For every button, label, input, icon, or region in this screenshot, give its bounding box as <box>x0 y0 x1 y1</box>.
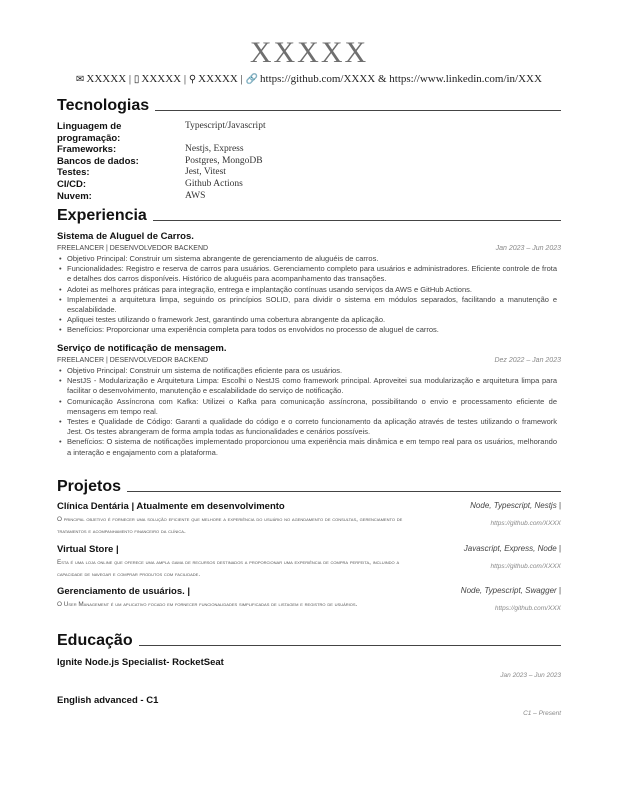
education-item <box>57 695 561 717</box>
job-meta <box>57 245 561 252</box>
section-projects-header <box>57 478 561 496</box>
project-link[interactable]: https://github.com/XXXX <box>490 563 561 570</box>
resume-page <box>57 0 561 800</box>
separator: | <box>240 73 246 85</box>
project-description: Esta é uma loja online que oferece uma ampla gama de recursos destinados a proporcionar uma experiência de compra perfeita, incluindo a capacidade de navegar e comprar produtos com facilidade. <box>57 559 400 578</box>
project-description: O principal objetivo é fornecer uma solução eficiente que melhore a experiência do usuário no agendamento de consultas, gerenciamento de tratamentos e acompanhamento financeiro da clínica. <box>57 516 403 535</box>
tech-label: Nuvem: <box>57 190 92 202</box>
separator: | <box>183 73 189 85</box>
project-item <box>57 501 561 538</box>
job-date: Dez 2022 – Jan 2023 <box>494 357 561 364</box>
project-title: Gerenciamento de usuários. | <box>57 586 191 597</box>
project-title: Virtual Store | <box>57 544 119 555</box>
tech-value: Postgres, MongoDB <box>185 155 263 166</box>
job-title: Sistema de Aluguel de Carros. <box>57 231 194 242</box>
tech-label: CI/CD: <box>57 178 87 190</box>
section-experience-header <box>57 207 561 225</box>
job-role: FREELANCER | DESENVOLVEDOR BACKEND <box>57 245 209 252</box>
section-title: Projetos <box>57 478 122 495</box>
section-technologies-header <box>57 97 561 115</box>
tech-value: Typescript/Javascript <box>185 121 266 131</box>
job-bullets <box>57 254 557 336</box>
tech-row <box>57 121 266 144</box>
section-title: Educação <box>57 632 133 649</box>
link-icon: 🔗 <box>245 74 259 85</box>
contact-location: XXXXX <box>198 73 238 85</box>
contact-phone: XXXXX <box>141 73 182 85</box>
contact-links[interactable]: https://github.com/XXXX & https://www.linkedin.com/in/XXX <box>260 73 542 85</box>
education-title: Ignite Node.js Specialist- RocketSeat <box>57 657 224 668</box>
project-title: Clínica Dentária | Atualmente em desenvolvimento <box>57 501 285 512</box>
tech-label: Linguagem de programação: <box>57 121 122 144</box>
section-rule <box>139 645 561 646</box>
project-tags: Node, Typescript, Swagger | <box>460 586 561 595</box>
tech-label: Bancos de dados: <box>57 155 139 167</box>
bullet-item: • NestJS - Modularização e Arquitetura Limpa: Escolhi o NestJS como framework principal. Aproveitei sua modularização e arquitetura limpa para facilitar o desenvolvimento, manutenção e escalabilidade do serviço de notificação. <box>67 376 557 396</box>
email-icon: ✉ <box>76 74 85 85</box>
tech-value: Github Actions <box>185 178 243 189</box>
project-link[interactable]: https://github.com/XXX <box>494 605 561 612</box>
bullet-item: • Implementei a arquitetura limpa, seguindo os princípios SOLID, para dividir o sistema em módulos separados, facilitando a manutenção e escalabilidade. <box>67 295 557 315</box>
education-title: English advanced - C1 <box>57 695 159 706</box>
section-rule <box>127 491 561 492</box>
job-meta <box>57 357 561 364</box>
bullet-item: • Funcionalidades: Registro e reserva de carros para usuários. Gerenciamento completo para usuários e administradores. Eficiente controle de frota e detalhes dos carros disponíveis. Histórico de aluguéis para acompanhamento das transações. <box>67 264 557 284</box>
candidate-name: XXXXX <box>249 36 369 69</box>
bullet-item: • Adotei as melhores práticas para integração, entrega e implantação contínuas usando serviços da AWS e GitHub Actions. <box>67 285 557 295</box>
bullet-item: • Benefícios: O sistema de notificações implementado proporcionou uma experiência mais dinâmica e em tempo real para os usuários, melhorando a interação e engajamento com a plataforma. <box>67 437 557 457</box>
tech-value: AWS <box>185 190 206 201</box>
bullet-item: • Comunicação Assíncrona com Kafka: Utilizei o Kafka para comunicação assíncrona, possibilitando o envio e processamento eficiente de mensagens em tempo real. <box>67 397 557 417</box>
education-date: Jan 2023 – Jun 2023 <box>500 672 561 679</box>
bullet-item: • Benefícios: Proporcionar uma experiência completa para todos os envolvidos no processo de aluguel de carros. <box>67 325 557 335</box>
bullet-item: • Objetivo Principal: Construir um sistema de notificações eficiente para os usuários. <box>67 366 557 376</box>
technologies-list <box>57 121 266 202</box>
section-rule <box>155 110 561 111</box>
section-rule <box>153 220 561 221</box>
job-role: FREELANCER | DESENVOLVEDOR BACKEND <box>57 357 209 364</box>
job-bullets <box>57 366 557 458</box>
bullet-item: • Objetivo Principal: Construir um sistema abrangente de gerenciamento de aluguéis de carros. <box>67 254 557 264</box>
tech-value: Nestjs, Express <box>185 144 244 155</box>
project-link[interactable]: https://github.com/XXXX <box>490 520 561 527</box>
separator: | <box>128 73 134 85</box>
project-tags: Node, Typescript, Nestjs | <box>470 501 561 510</box>
education-item <box>57 657 561 679</box>
job-date: Jan 2023 – Jun 2023 <box>495 245 561 252</box>
contact-line <box>37 73 581 85</box>
section-title: Tecnologias <box>57 97 150 114</box>
location-pin-icon: ⚲ <box>188 74 197 85</box>
bullet-item: • Testes e Qualidade de Código: Garanti a qualidade do código e o correto funcionamento da aplicação através de testes utilizando o framework Jest. Os testes abrangeram de forma ampla todas as funcionalidades e cenários possíveis. <box>67 417 557 437</box>
contact-email[interactable]: XXXXX <box>86 73 127 85</box>
tech-value: Jest, Vitest <box>185 167 226 178</box>
tech-label: Testes: <box>57 167 90 179</box>
tech-row <box>57 179 266 191</box>
tech-row <box>57 156 266 168</box>
section-title: Experiencia <box>57 207 147 224</box>
project-description: O User Management é um aplicativo focado em fornecer funcionalidades simplificadas de listagem e registro de usuários. <box>57 601 358 608</box>
tech-row <box>57 144 266 156</box>
phone-icon: ▯ <box>133 74 140 85</box>
section-education-header <box>57 632 561 650</box>
tech-row <box>57 191 266 203</box>
education-date: C1 – Present <box>523 710 561 717</box>
tech-label: Frameworks: <box>57 144 117 156</box>
project-item <box>57 586 561 612</box>
project-item <box>57 544 561 581</box>
project-tags: Javascript, Express, Node | <box>463 544 561 553</box>
tech-row <box>57 167 266 179</box>
bullet-item: • Apliquei testes utilizando o framework Jest, garantindo uma cobertura abrangente da aplicação. <box>67 315 557 325</box>
job-title: Serviço de notificação de mensagem. <box>57 343 227 354</box>
